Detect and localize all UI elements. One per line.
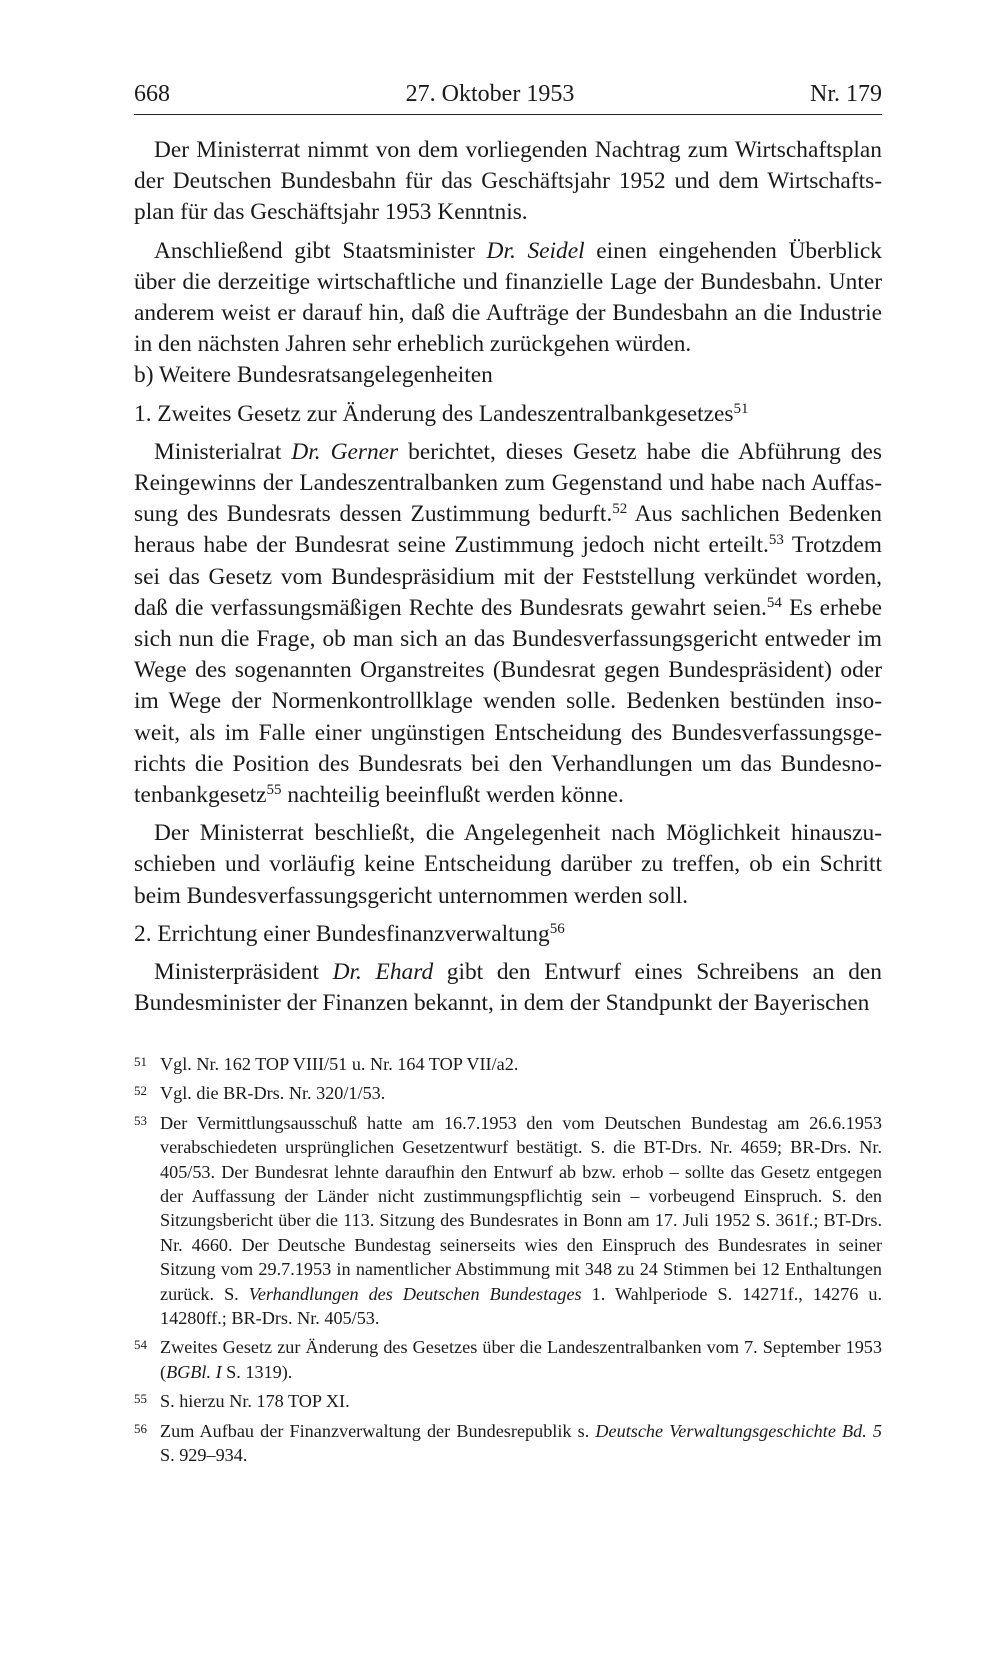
paragraph: Anschließend gibt Staatsminister Dr. Seidel einen eingehenden Überblick über die derzeitige wirtschaftliche und finanzielle Lage der Bundesbahn. Unter anderem weist er darauf hin, daß die Aufträge der Bundesbahn an die Industrie in den nächsten Jahren sehr erheblich zurückgehen würden.	[134, 237, 883, 358]
footnote-ref[interactable]: 55	[266, 782, 282, 799]
footnote	[134, 1052, 882, 1076]
footnote	[134, 1081, 882, 1105]
footnote-text: Vgl. die BR-Drs. Nr. 320/1/53.	[160, 1083, 386, 1104]
paragraph: Der Ministerrat nimmt von dem vorliegenden Nachtrag zum Wirtschaftsplan der Deutschen Bundesbahn für das Geschäftsjahr 1952 und dem Wirtschaftsplan für das Geschäftsjahr 1953 Kenntnis.	[134, 137, 882, 226]
page-number: 668	[134, 81, 170, 107]
footnote-ref[interactable]: 53	[768, 532, 784, 549]
footnote-text: Zweites Gesetz zur Änderung des Gesetzes über die Landeszentralbanken vom 7. September 1953 (BGBl. I S. 1319).	[160, 1337, 882, 1382]
running-header	[134, 78, 882, 115]
footnote-text: Vgl. Nr. 162 TOP VIII/51 u. Nr. 164 TOP VII/a2.	[160, 1054, 519, 1074]
document-number: Nr. 179	[810, 81, 882, 107]
footnote-number: 55	[134, 1391, 147, 1407]
footnotes	[134, 1052, 882, 1468]
footnote	[134, 1389, 882, 1413]
footnote-text: Der Vermittlungsausschuß hatte am 16.7.1953 den vom Deutschen Bundestag am 26.6.1953 verabschiedeten ursprünglichen Gesetzentwurf bestätigt. S. die BT-Drs. Nr. 4659; BR-Drs. Nr. 405/53. Der Bundesrat lehnte daraufhin den Entwurf ab bzw. erhob – sollte das Gesetz entgegen der Auffassung der Länder nicht zustimmungspflichtig sein – vorbeugend Einspruch. S. den Sitzungsbericht über die 113. Sitzung des Bundesrates in Bonn am 17. Juli 1952 S. 361f.; BT-Drs. Nr. 4660. Der Deutsche Bundestag seinerseits wies den Einspruch des Bundesrates in seiner Sitzung vom 29.7.1953 in namentlicher Abstimmung mit 348 zu 24 Stimmen bei 12 Enthaltungen zurück. S. Verhandlungen des Deutschen Bundestages 1. Wahlperiode S. 14271f., 14276 u. 14280ff.; BR-Drs. Nr. 405/53.	[160, 1112, 882, 1329]
paragraph: Ministerpräsident Dr. Ehard gibt den Entwurf eines Schreibens an den Bundesminister der Finanzen bekannt, in dem der Standpunkt der Bayerischen	[134, 959, 882, 1017]
paragraph: Ministerialrat Dr. Gerner berichtet, dieses Gesetz habe die Abführung des Reingewinns der Landeszentralbanken zum Gegenstand und habe nach Auffassung des Bundesrats dessen Zustimmung bedurft.$^{52}$ Aus sachlichen Bedenken heraus habe der Bundesrat seine Zustimmung jedoch nicht erteilt.$^{53}$ Trotzdem sei das Gesetz vom Bundespräsidium mit der Feststellung verkündet worden, daß die verfassungsmäßigen Rechte des Bundesrats gewahrt seien.$^{54}$ Es erhebe sich nun die Frage, ob man sich an das Bundesverfassungsgericht entweder im Wege des sogenannten Organstreites (Bundesrat gegen Bundespräsident) oder im Wege der Normenkontrollklage wenden solle. Bedenken bestünden insoweit, als im Falle einer ungünstigen Entscheidung des Bundesverfassungsgerichts die Position des Bundesrats bei den Verhandlungen um das Bundesnotenbankgesetz$^{55}$ nachteilig beeinflußt werden könne.	[134, 438, 882, 809]
footnote	[134, 1111, 882, 1331]
footnote	[134, 1335, 882, 1384]
person-name: Dr. Ehard	[332, 959, 434, 986]
person-name: Dr. Gerner	[291, 438, 399, 465]
document-page	[134, 78, 882, 1019]
footnote-number: 53	[134, 1112, 147, 1128]
section-heading: b) Weitere Bundesratsangelegenheiten	[134, 362, 493, 389]
footnote-text: S. hierzu Nr. 178 TOP XI.	[160, 1391, 350, 1412]
person-name: Dr. Seidel	[486, 237, 585, 264]
footnote-number: 56	[134, 1420, 147, 1436]
footnote-number: 51	[134, 1054, 147, 1069]
footnote-ref[interactable]: 52	[612, 501, 628, 518]
section-heading: 1. Zweites Gesetz zur Änderung des Landeszentralbankgesetzes$^{51}$	[134, 400, 749, 427]
footnote-ref[interactable]: 56	[549, 920, 565, 937]
footnote-number: 52	[134, 1083, 147, 1099]
footnote-text: Zum Aufbau der Finanzverwaltung der Bundesrepublik s. Deutsche Verwaltungsgeschichte Bd. 5 S. 929–934.	[160, 1420, 883, 1466]
footnote-ref[interactable]: 54	[766, 594, 782, 611]
footnote	[134, 1419, 882, 1468]
footnote-ref[interactable]: 51	[733, 400, 749, 417]
footnote-number: 54	[134, 1337, 147, 1353]
section-heading: 2. Errichtung einer Bundesfinanzverwaltung$^{56}$	[134, 920, 565, 947]
body-text	[134, 135, 882, 1019]
header-date: 27. Oktober 1953	[405, 81, 575, 107]
paragraph: Der Ministerrat beschließt, die Angelegenheit nach Möglichkeit hinauszuschieben und vorläufig keine Entscheidung darüber zu treffen, ob ein Schritt beim Bundesverfassungsgericht unternommen werden soll.	[134, 820, 882, 909]
